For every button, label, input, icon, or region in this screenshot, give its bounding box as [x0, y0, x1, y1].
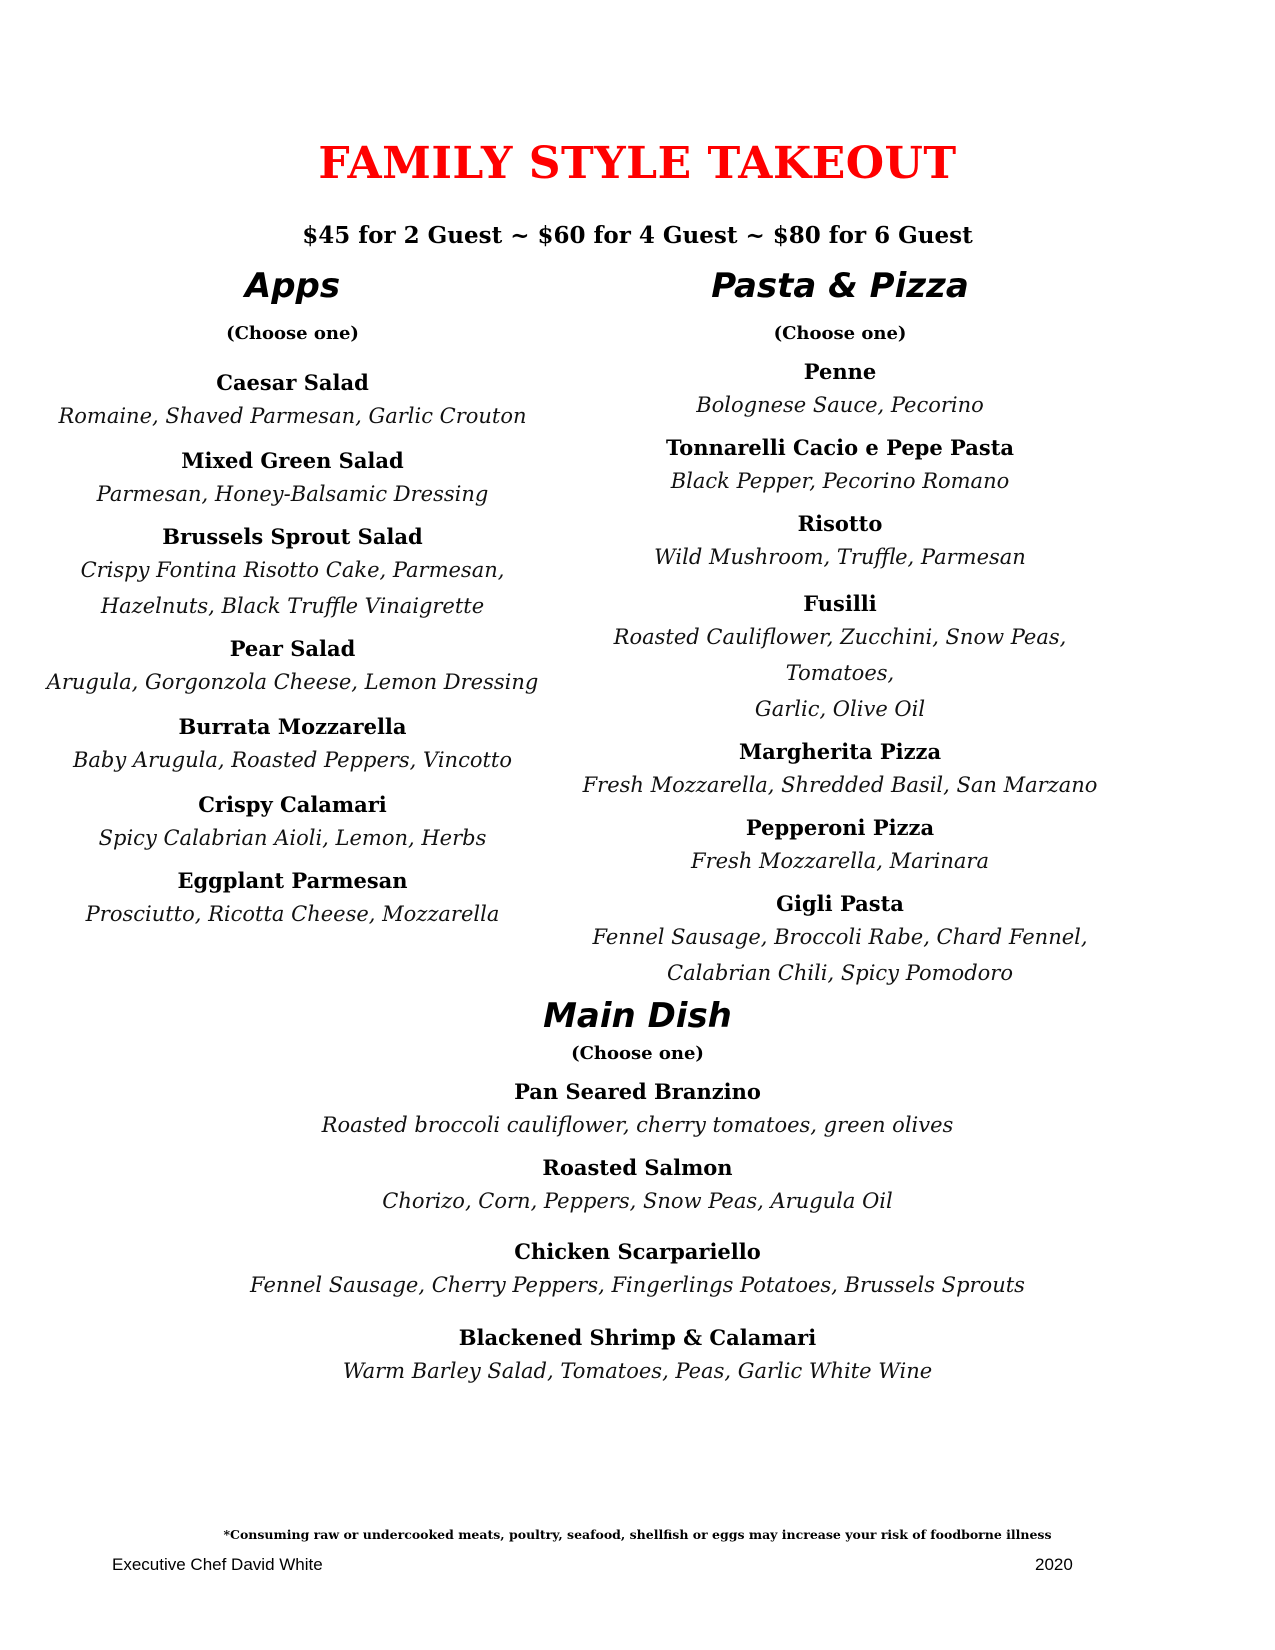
menu-item: [40, 866, 545, 932]
chef-credit: Executive Chef David White: [112, 1555, 323, 1574]
menu-item-name: Penne: [803, 359, 877, 384]
pasta-heading: Pasta & Pizza: [711, 266, 969, 306]
menu-item-name: Crispy Calamari: [198, 792, 387, 817]
menu-item: [570, 813, 1110, 879]
menu-item: [0, 1153, 1275, 1219]
menu-item-name: Tonnarelli Cacio e Pepe Pasta: [665, 435, 1015, 460]
menu-item-description: Wild Mushroom, Truffle, Parmesan: [654, 545, 1026, 569]
menu-item-name: Burrata Mozzarella: [178, 714, 407, 739]
pasta-choose-note: (Choose one): [773, 323, 907, 344]
menu-item: [570, 433, 1110, 499]
menu-item-description: Black Pepper, Pecorino Romano: [670, 469, 1010, 493]
main-list: [0, 1077, 1275, 1389]
menu-item: [40, 634, 545, 700]
menu-item: [0, 1077, 1275, 1143]
menu-item-name: Caesar Salad: [216, 370, 369, 395]
menu-year: 2020: [1035, 1555, 1073, 1574]
food-safety-notice: *Consuming raw or undercooked meats, poultry, seafood, shellfish or eggs may increase your risk of foodborne illness: [223, 1527, 1052, 1542]
menu-item-name: Mixed Green Salad: [181, 448, 404, 473]
menu-item-name: Gigli Pasta: [776, 891, 904, 916]
menu-item-name: Risotto: [797, 511, 883, 536]
menu-item-description: Baby Arugula, Roasted Peppers, Vincotto: [72, 748, 512, 772]
menu-item-name: Chicken Scarpariello: [514, 1239, 761, 1264]
menu-item: [570, 509, 1110, 575]
main-heading: Main Dish: [543, 996, 732, 1036]
menu-item-description: Spicy Calabrian Aioli, Lemon, Herbs: [98, 826, 487, 850]
menu-item-description: Prosciutto, Ricotta Cheese, Mozzarella: [85, 902, 500, 926]
menu-item: [570, 737, 1110, 803]
apps-heading: Apps: [244, 266, 341, 306]
menu-item-description: Romaine, Shaved Parmesan, Garlic Crouton: [58, 404, 527, 428]
menu-item-description: Fennel Sausage, Broccoli Rabe, Chard Fennel,: [592, 925, 1088, 949]
menu-item-name: Roasted Salmon: [542, 1155, 733, 1180]
menu-item-name: Fusilli: [803, 591, 877, 616]
menu-item-name: Eggplant Parmesan: [177, 868, 408, 893]
menu-item: [570, 589, 1110, 727]
menu-item: [40, 522, 545, 624]
apps-choose-note: (Choose one): [226, 323, 359, 344]
menu-item-description: Calabrian Chili, Spicy Pomodoro: [667, 961, 1013, 985]
menu-item-name: Brussels Sprout Salad: [162, 524, 423, 549]
menu-item-description: Roasted broccoli cauliflower, cherry tomatoes, green olives: [321, 1113, 954, 1137]
main-choose-note: (Choose one): [571, 1043, 704, 1064]
menu-item: [0, 1323, 1275, 1389]
menu-item: [40, 790, 545, 856]
menu-item-name: Margherita Pizza: [738, 739, 942, 764]
menu-item: [570, 357, 1110, 423]
menu-item: [570, 889, 1110, 991]
menu-item: [40, 368, 545, 434]
pricing-line: $45 for 2 Guest ~ $60 for 4 Guest ~ $80 for 6 Guest: [302, 222, 973, 249]
apps-list: [40, 368, 545, 932]
menu-item-description: Fresh Mozzarella, Shredded Basil, San Marzano: [582, 773, 1098, 797]
menu-item: [40, 446, 545, 512]
menu-item: [40, 712, 545, 778]
menu-item-description: Chorizo, Corn, Peppers, Snow Peas, Arugula Oil: [382, 1189, 893, 1213]
menu-item-description: Fresh Mozzarella, Marinara: [691, 849, 989, 873]
menu-item-name: Pear Salad: [229, 636, 356, 661]
menu-item-description: Roasted Cauliflower, Zucchini, Snow Peas, Tomatoes,: [613, 625, 1067, 685]
menu-item-description: Garlic, Olive Oil: [754, 697, 926, 721]
pasta-list: [570, 357, 1110, 991]
menu-item-description: Arugula, Gorgonzola Cheese, Lemon Dressing: [46, 670, 539, 694]
menu-item-name: Blackened Shrimp & Calamari: [458, 1325, 817, 1350]
menu-item-description: Hazelnuts, Black Truffle Vinaigrette: [100, 594, 485, 618]
menu-item-description: Parmesan, Honey-Balsamic Dressing: [96, 482, 489, 506]
menu-item-description: Bolognese Sauce, Pecorino: [696, 393, 984, 417]
menu-item-name: Pan Seared Branzino: [514, 1079, 761, 1104]
menu-item-name: Pepperoni Pizza: [745, 815, 935, 840]
menu-item-description: Crispy Fontina Risotto Cake, Parmesan,: [80, 558, 505, 582]
menu-title: FAMILY STYLE TAKEOUT: [318, 138, 957, 189]
menu-item-description: Fennel Sausage, Cherry Peppers, Fingerlings Potatoes, Brussels Sprouts: [250, 1273, 1025, 1297]
menu-item-description: Warm Barley Salad, Tomatoes, Peas, Garlic White Wine: [342, 1359, 933, 1383]
menu-item: [0, 1237, 1275, 1303]
